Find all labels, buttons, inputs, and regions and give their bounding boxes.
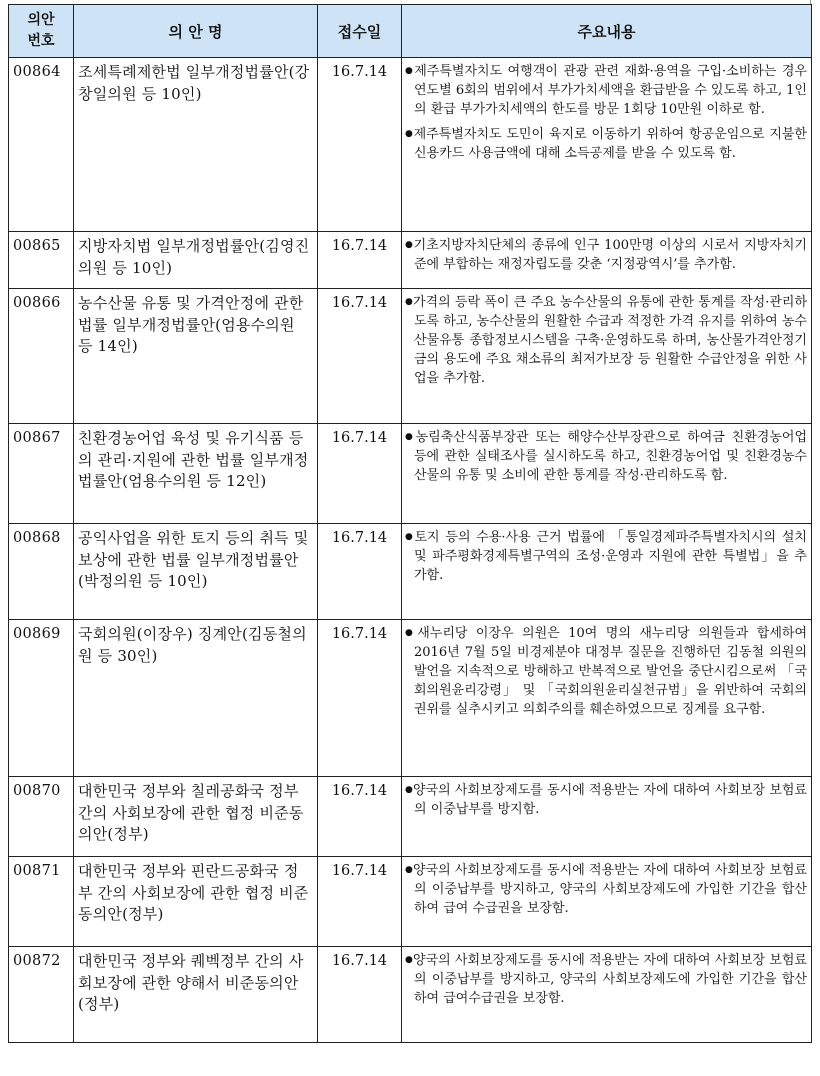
content-point <box>405 528 807 585</box>
content-point-text: 양국의 사회보장제도를 동시에 적용받는 자에 대하여 사회보장 보험료의 이중납부를 방지함. <box>412 783 807 817</box>
header-bill-name: 의 안 명 <box>74 5 318 58</box>
header-bill-number <box>9 5 74 58</box>
content-point <box>405 125 807 163</box>
content-point-text: 제주특별자치도 도민이 육지로 이동하기 위하여 항공운임으로 지불한 신용카드 사용금액에 대해 소득공제를 받을 수 있도록 함. <box>413 127 807 161</box>
bill-name: 지방자치법 일부개정법률안(김영진의원 등 10인) <box>74 232 318 289</box>
content-point <box>405 62 807 119</box>
table-row <box>9 777 812 857</box>
received-date: 16.7.14 <box>318 777 402 857</box>
content-point-text: 양국의 사회보장제도를 동시에 적용받는 자에 대하여 사회보장 보험료의 이중납부를 방지하고, 양국의 사회보장제도에 가입한 기간을 합산하여 급여수급권을 보장함. <box>412 953 807 1006</box>
main-content <box>402 620 812 777</box>
content-point <box>405 236 807 274</box>
main-content <box>402 947 812 1043</box>
bullet-icon: ● <box>405 785 413 795</box>
bill-number: 00865 <box>9 232 74 289</box>
table-row <box>9 232 812 289</box>
bill-number: 00864 <box>9 58 74 232</box>
header-bill-number-line2: 번호 <box>27 33 55 49</box>
content-point-text: 새누리당 이장우 의원은 10여 명의 새누리당 의원들과 합세하여 2016년 7월 5일 비경제분야 대정부 질문을 진행하던 김동철 의원의 발언을 지속적으로 방해하고 반복적으로 발언을 중단시킴으로써 「국회의원윤리강령」 및 「국회의원윤리실천규범」을 위반하여 국회의 권위를 실추시키고 의회주의를 훼손하였으므로 징계를 요구함. <box>414 626 808 717</box>
content-point <box>405 624 807 719</box>
bullet-icon: ● <box>405 66 415 76</box>
main-content <box>402 777 812 857</box>
content-point-text: 토지 등의 수용·사용 근거 법률에 「통일경제파주특별자치시의 설치 및 파주평화경제특별구역의 조성·운영과 지원에 관한 특별법」을 추가함. <box>414 530 807 583</box>
received-date: 16.7.14 <box>318 424 402 524</box>
bullet-icon: ● <box>405 955 413 965</box>
table-row <box>9 424 812 524</box>
bill-number: 00867 <box>9 424 74 524</box>
bill-name: 조세특례제한법 일부개정법률안(강창일의원 등 10인) <box>74 58 318 232</box>
header-main-content: 주요내용 <box>402 5 812 58</box>
received-date: 16.7.14 <box>318 947 402 1043</box>
bullet-icon: ● <box>405 240 414 250</box>
content-point <box>405 951 807 1008</box>
bullet-icon: ● <box>405 532 415 542</box>
received-date: 16.7.14 <box>318 857 402 947</box>
bill-name: 대한민국 정부와 핀란드공화국 정부 간의 사회보장에 관한 협정 비준동의안(정부) <box>74 857 318 947</box>
main-content <box>402 424 812 524</box>
content-point <box>405 293 807 388</box>
bill-name: 대한민국 정부와 퀘벡정부 간의 사회보장에 관한 양해서 비준동의안(정부) <box>74 947 318 1043</box>
table-row <box>9 58 812 232</box>
bill-number: 00870 <box>9 777 74 857</box>
table-body <box>9 58 812 1043</box>
content-point-text: 양국의 사회보장제도를 동시에 적용받는 자에 대하여 사회보장 보험료의 이중납부를 방지하고, 양국의 사회보장제도에 가입한 기간을 합산하여 급여 수급권을 보장함. <box>412 863 807 916</box>
bill-name: 친환경농어업 육성 및 유기식품 등의 관리·지원에 관한 법률 일부개정법률안(엄용수의원 등 12인) <box>74 424 318 524</box>
content-point <box>405 781 807 819</box>
bill-name: 공익사업을 위한 토지 등의 취득 및 보상에 관한 법률 일부개정법률안(박정의원 등 10인) <box>74 524 318 620</box>
main-content <box>402 232 812 289</box>
table-header-row <box>9 5 812 58</box>
table-row <box>9 524 812 620</box>
bullet-icon: ● <box>405 297 413 307</box>
content-point <box>405 861 807 918</box>
bullet-icon: ● <box>405 865 413 875</box>
table-row <box>9 947 812 1043</box>
bill-number: 00866 <box>9 289 74 424</box>
received-date: 16.7.14 <box>318 58 402 232</box>
bill-name: 국회의원(이장우) 징계안(김동철의원 등 30인) <box>74 620 318 777</box>
bill-name: 농수산물 유통 및 가격안정에 관한 법률 일부개정법률안(엄용수의원 등 14인) <box>74 289 318 424</box>
table-row <box>9 857 812 947</box>
table-row <box>9 620 812 777</box>
main-content <box>402 857 812 947</box>
content-point-text: 기초지방자치단체의 종류에 인구 100만명 이상의 시로서 지방자치기준에 부합하는 재정자립도를 갖춘 ‘지정광역시’를 추가함. <box>413 238 807 272</box>
received-date: 16.7.14 <box>318 289 402 424</box>
main-content <box>402 289 812 424</box>
content-point-text: 농림축산식품부장관 또는 해양수산부장관으로 하여금 친환경농어업 등에 관한 실태조사를 실시하도록 하고, 친환경농어업 및 친환경농수산물의 유통 및 소비에 관한 통계를 작성·관리하도록 함. <box>414 430 807 483</box>
bullet-icon: ● <box>405 432 416 442</box>
bill-number: 00871 <box>9 857 74 947</box>
bullet-icon: ● <box>405 628 418 638</box>
table-row <box>9 289 812 424</box>
received-date: 16.7.14 <box>318 620 402 777</box>
bullet-icon: ● <box>405 129 414 139</box>
bill-table-container <box>8 4 811 1043</box>
bill-table <box>8 4 812 1043</box>
bill-number: 00869 <box>9 620 74 777</box>
received-date: 16.7.14 <box>318 524 402 620</box>
main-content <box>402 524 812 620</box>
main-content <box>402 58 812 232</box>
received-date: 16.7.14 <box>318 232 402 289</box>
content-point-text: 가격의 등락 폭이 큰 주요 농수산물의 유통에 관한 통계를 작성·관리하도록 하고, 농수산물의 원활한 수급과 적정한 가격 유지를 위하여 농수산물유통 종합정보시스템을 구축·운영하도록 하며, 농산물가격안정기금의 용도에 주요 채소류의 최저가보장 등 원활한 수급안정을 위한 사업을 추가함. <box>412 295 808 386</box>
bill-number: 00872 <box>9 947 74 1043</box>
bill-name: 대한민국 정부와 칠레공화국 정부 간의 사회보장에 관한 협정 비준동의안(정부) <box>74 777 318 857</box>
content-point-text: 제주특별자치도 여행객이 관광 관련 재화·용역을 구입·소비하는 경우 연도별 6회의 범위에서 부가가치세액을 환급받을 수 있도록 하고, 1인의 환급 부가가치세액의 한도를 방문 1회당 10만원 이하로 함. <box>414 64 808 117</box>
header-bill-number-line1: 의안 <box>27 12 55 28</box>
content-point <box>405 428 807 485</box>
header-received-date: 접수일 <box>318 5 402 58</box>
bill-number: 00868 <box>9 524 74 620</box>
